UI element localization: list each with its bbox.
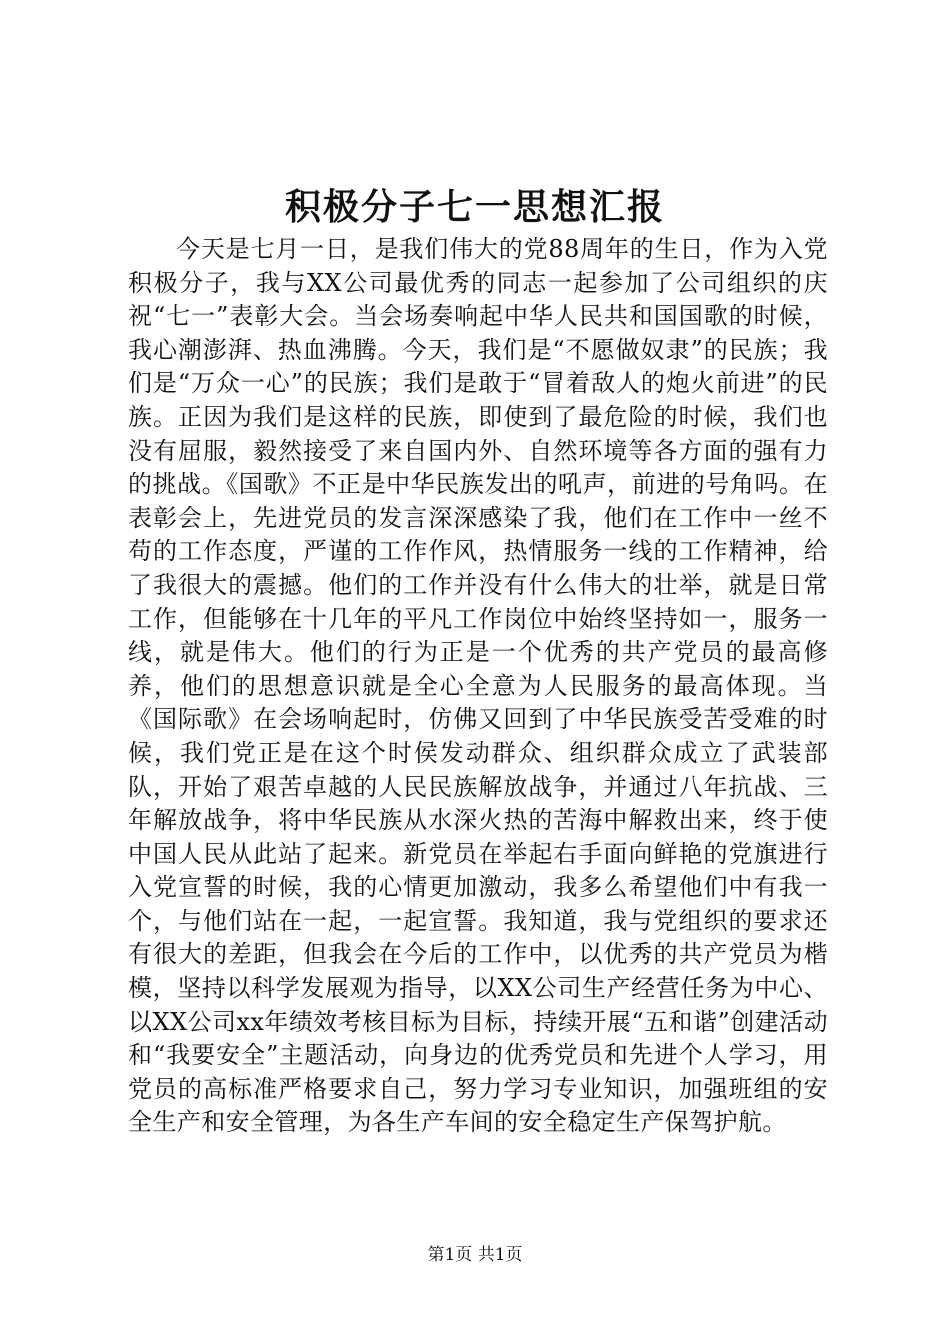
page-number-footer: 第1页 共1页 <box>427 1245 523 1265</box>
document-title: 积极分子七一思想汇报 <box>284 186 665 228</box>
document-body-paragraph: 今天是七月一日，是我们伟大的党88周年的生日，作为入党积极分子，我与XX公司最优秀的同志一起参加了公司组织的庆祝“七一”表彰大会。当会场奏响起中华人民共和国国歌的时候，我心潮澎湃、热血沸腾。今天，我们是“不愿做奴隶”的民族；我们是“万众一心”的民族；我们是敢于“冒着敌人的炮火前进”的民族。正因为我们是这样的民族，即使到了最危险的时候，我们也没有屈服，毅然接受了来自国内外、自然环境等各方面的强有力的挑战。《国歌》不正是中华民族发出的吼声，前进的号角吗。在表彰会上，先进党员的发言深深感染了我，他们在工作中一丝不苟的工作态度，严谨的工作作风，热情服务一线的工作精神，给了我很大的震撼。他们的工作并没有什么伟大的壮举，就是日常工作，但能够在十几年的平凡工作岗位中始终坚持如一，服务一线，就是伟大。他们的行为正是一个优秀的共产党员的最高修养，他们的思想意识就是全心全意为人民服务的最高体现。当《国际歌》在会场响起时，仿佛又回到了中华民族受苦受难的时候，我们党正是在这个时侯发动群众、组织群众成立了武装部队，开始了艰苦卓越的人民民族解放战争，并通过八年抗战、三年解放战争，将中华民族从水深火热的苦海中解救出来，终于使中国人民从此站了起来。新党员在举起右手面向鲜艳的党旗进行入党宣誓的时候，我的心情更加激动，我多么希望他们中有我一个，与他们站在一起，一起宣誓。我知道，我与党组织的要求还有很大的差距，但我会在今后的工作中，以优秀的共产党员为楷模，坚持以科学发展观为指导，以XX公司生产经营任务为中心、以XX公司xx年绩效考核目标为目标，持续开展“五和谐”创建活动和“我要安全”主题活动，向身边的优秀党员和先进个人学习，用党员的高标准严格要求自己，努力学习专业知识，加强班组的安全生产和安全管理，为各生产车间的安全稳定生产保驾护航。 <box>128 235 828 1137</box>
